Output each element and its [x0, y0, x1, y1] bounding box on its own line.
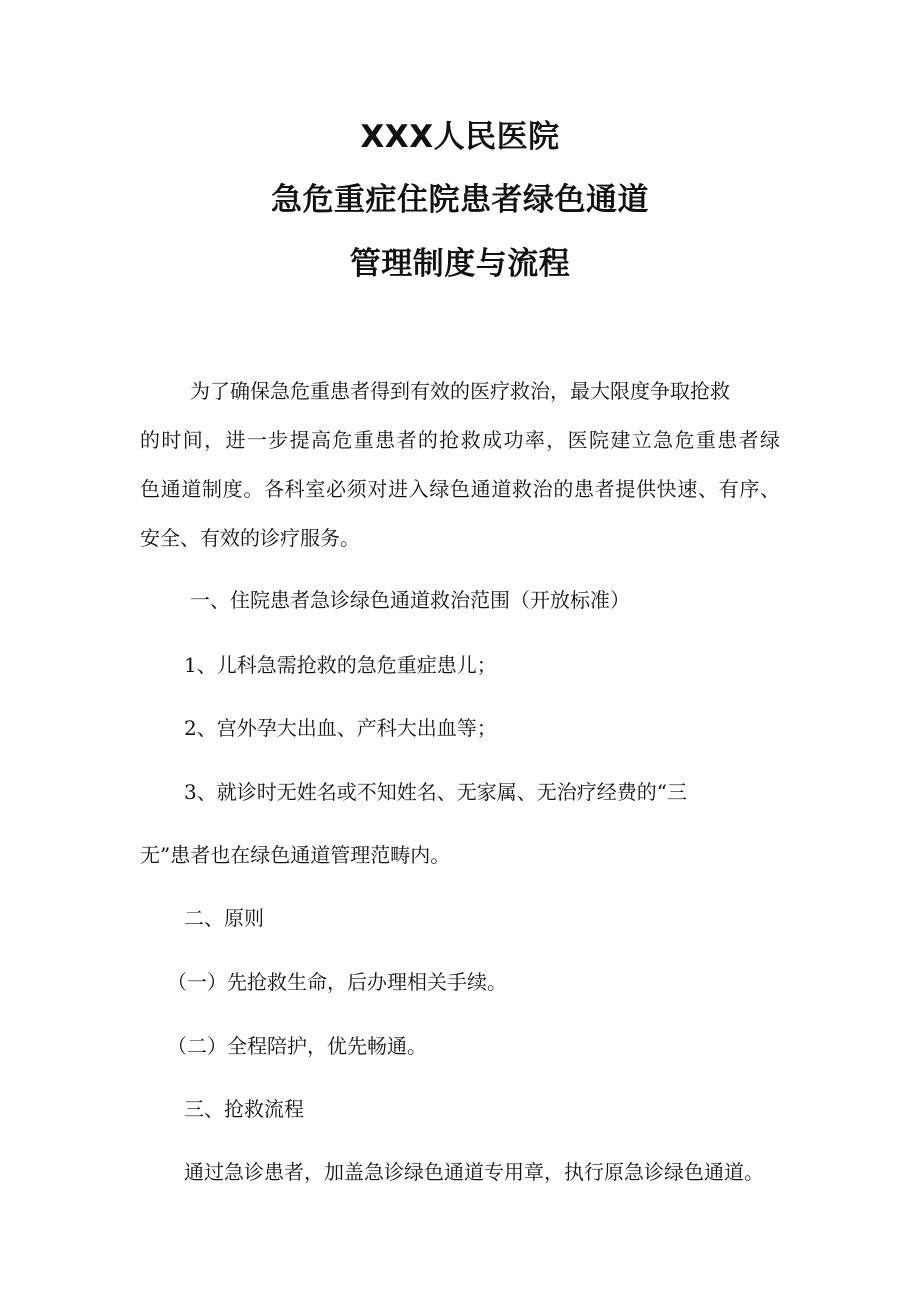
- intro-line-2: 的时间，进一步提高危重患者的抢救成功率，医院建立急危重患者绿: [140, 428, 780, 452]
- intro-line-1: 为了确保急危重患者得到有效的医疗救治，最大限度争取抢救: [190, 379, 730, 403]
- section-2-heading: 二、原则: [184, 906, 264, 930]
- section-1-heading: 一、住院患者急诊绿色通道救治范围（开放标准）: [190, 588, 630, 612]
- section-2-item-1: （一）先抢救生命，后办理相关手续。: [167, 970, 507, 994]
- intro-line-3: 色通道制度。各科室必须对进入绿色通道救治的患者提供快速、有序、: [140, 477, 780, 501]
- section-3-heading: 三、抢救流程: [184, 1097, 304, 1121]
- document-title-line-2: 急危重症住院患者绿色通道: [271, 182, 649, 218]
- hospital-name-title: XXX人民医院: [360, 119, 560, 155]
- section-1-item-3: 3、就诊时无姓名或不知姓名、无家属、无治疗经费的“三: [184, 780, 687, 804]
- section-1-item-2: 2、宫外孕大出血、产科大出血等；: [184, 716, 497, 740]
- document-title-line-3: 管理制度与流程: [349, 246, 571, 282]
- intro-line-4: 安全、有效的诊疗服务。: [140, 526, 360, 550]
- section-1-item-3-continued: 无”患者也在绿色通道管理范畴内。: [140, 843, 451, 867]
- section-3-text: 通过急诊患者，加盖急诊绿色通道专用章，执行原急诊绿色通道。: [184, 1160, 764, 1184]
- section-1-item-1: 1、儿科急需抢救的急危重症患儿；: [184, 653, 497, 677]
- section-2-item-2: （二）全程陪护，优先畅通。: [167, 1034, 427, 1058]
